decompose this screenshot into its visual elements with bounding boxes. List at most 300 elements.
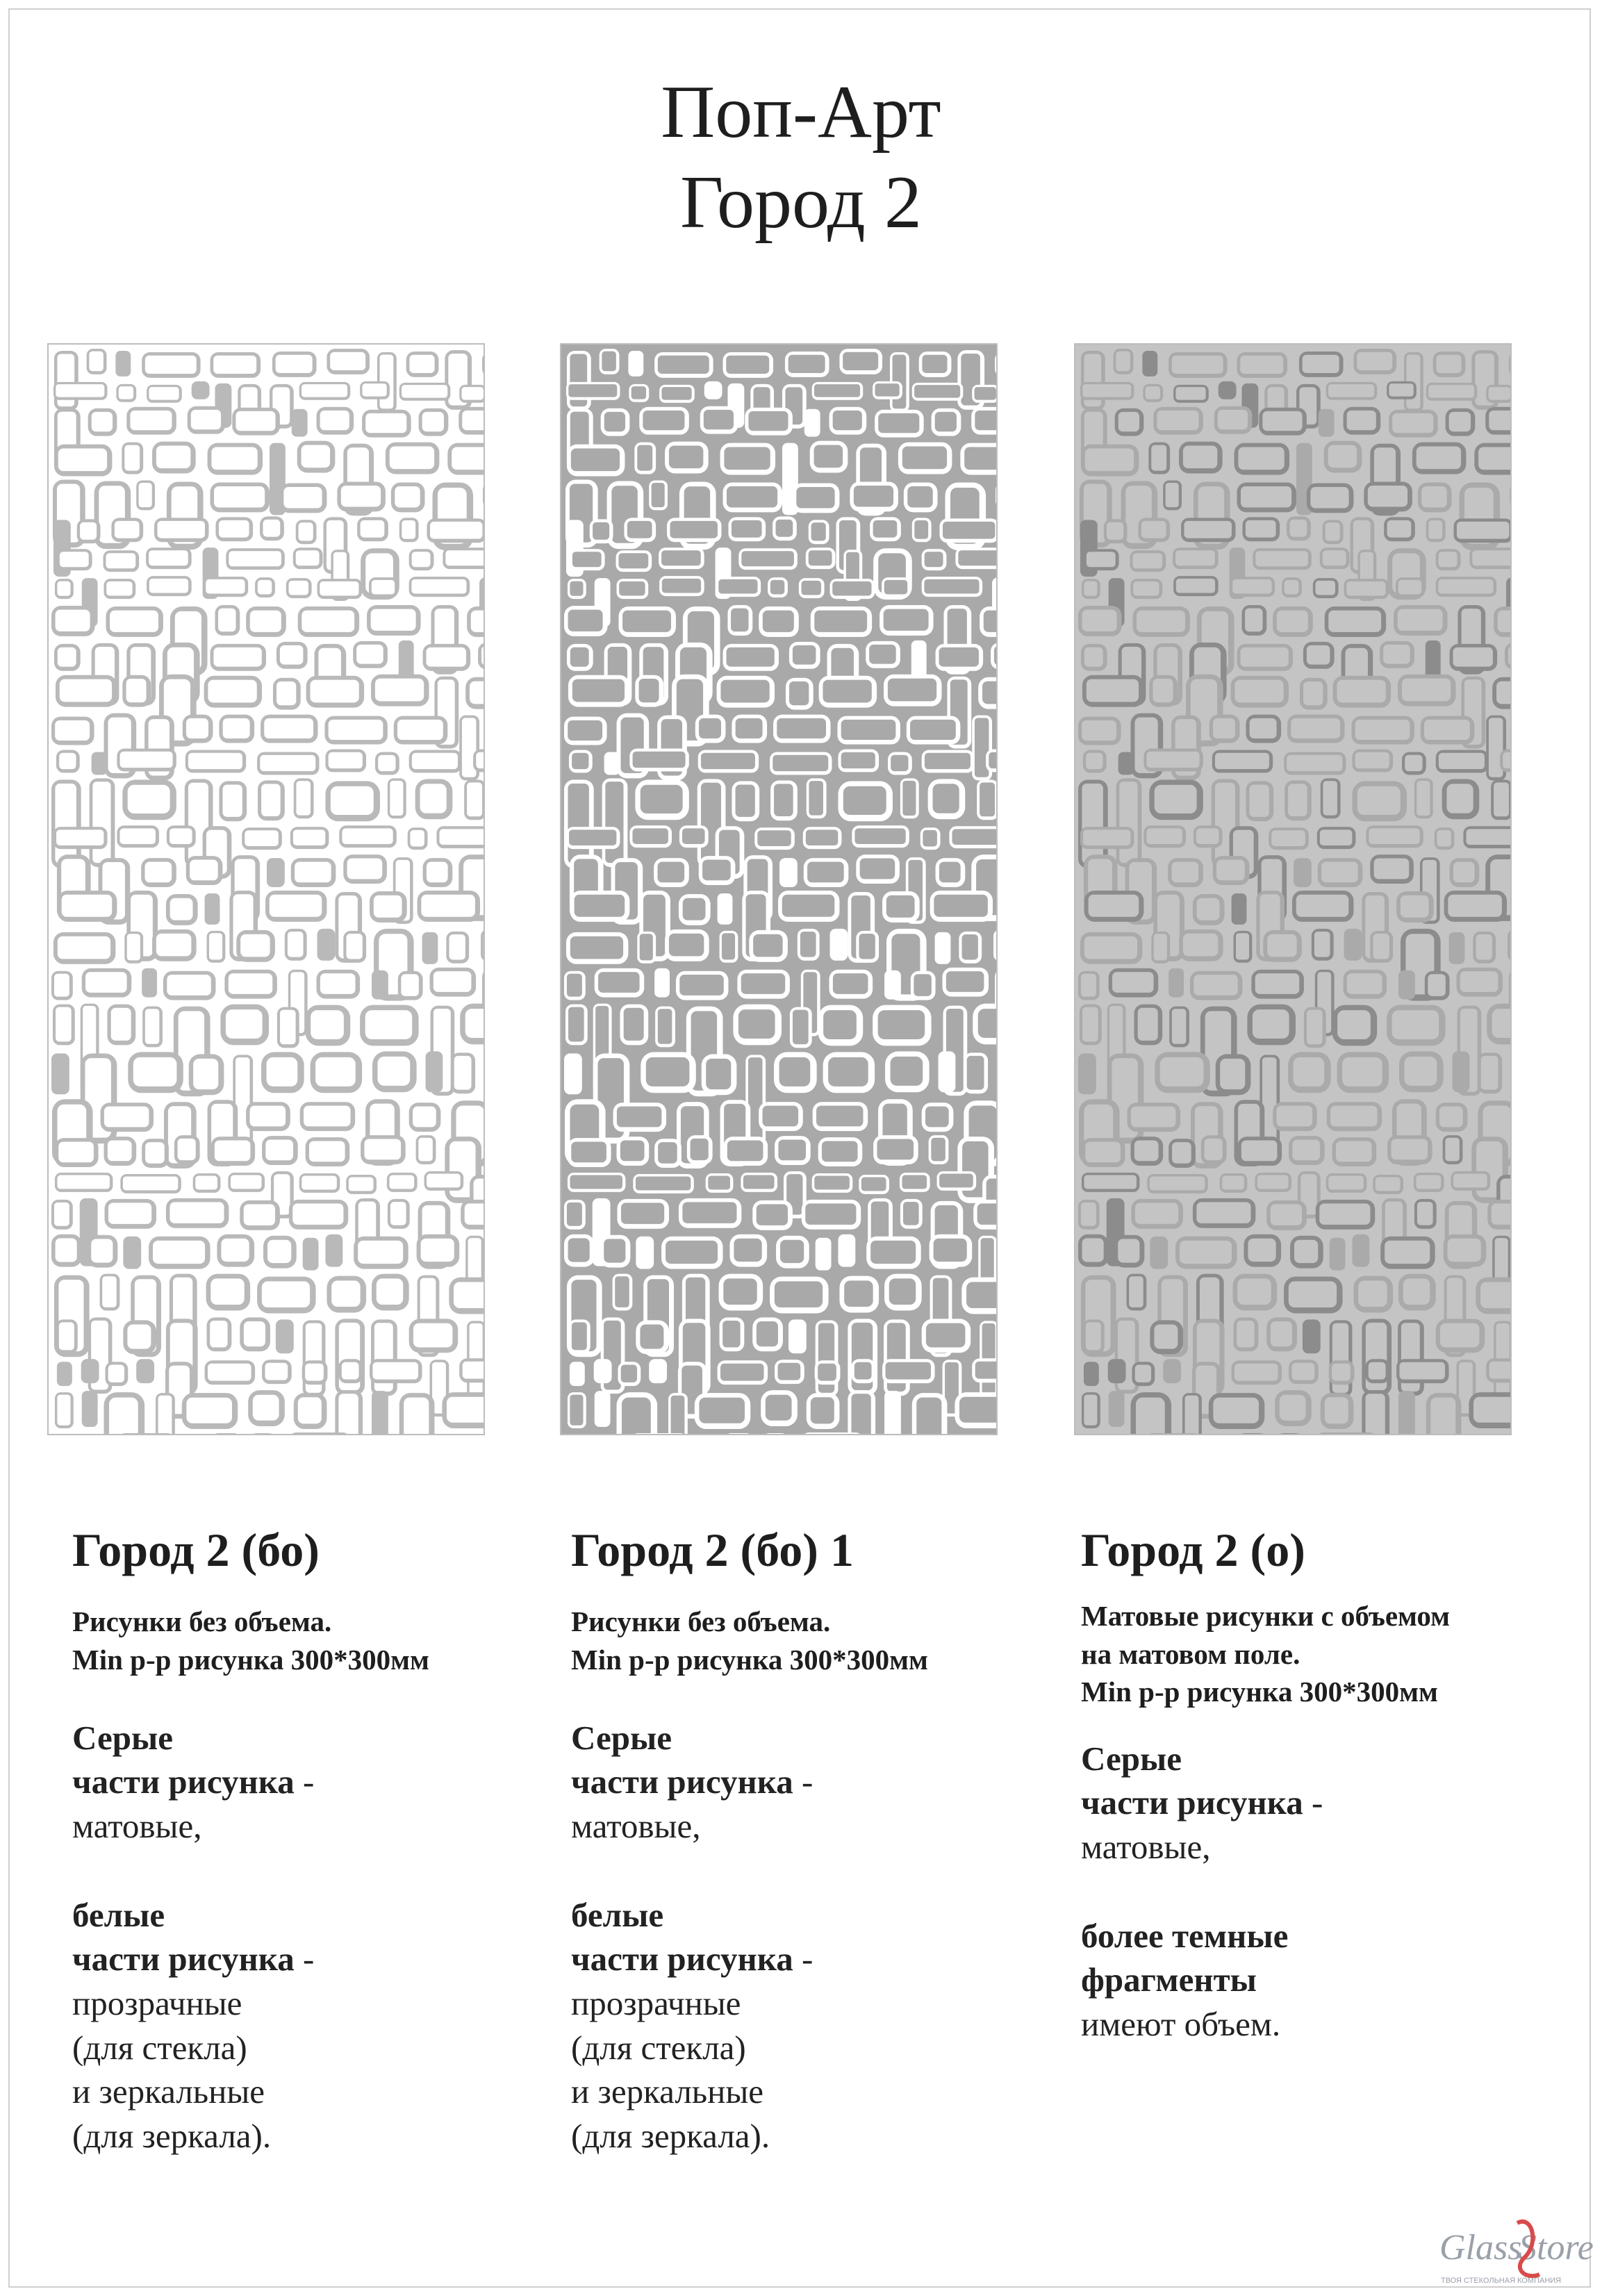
pattern-block-inner <box>60 679 112 702</box>
pattern-block-inner <box>465 1009 484 1038</box>
pattern-block-inner <box>267 1057 298 1087</box>
pattern-block-inner <box>741 973 785 994</box>
pattern-block-inner <box>1175 387 1205 399</box>
pattern-block-inner <box>1135 1364 1151 1382</box>
grey-parts-label: Серые <box>1081 1739 1182 1778</box>
pattern-block-inner <box>1417 1202 1433 1225</box>
pattern-block-inner <box>1337 1010 1371 1039</box>
pattern-block-inner <box>1119 782 1137 863</box>
pattern-block-inner <box>1460 971 1498 992</box>
pattern-block-inner <box>1185 1396 1199 1434</box>
pattern-block-inner <box>723 1278 757 1305</box>
pattern-block-inner <box>943 522 995 539</box>
pattern-block-inner <box>1184 521 1231 538</box>
pattern-block-inner <box>108 1140 132 1161</box>
pattern-block-inner <box>619 581 645 596</box>
pattern-block-inner <box>1271 1204 1302 1225</box>
pattern-block-inner <box>1082 384 1131 397</box>
pattern-block <box>704 381 722 399</box>
pattern-block-inner <box>58 1175 110 1189</box>
pattern-block-inner <box>158 1396 172 1434</box>
pattern-block-inner <box>320 581 358 596</box>
pattern-block-inner <box>302 611 354 632</box>
pattern-block-inner <box>1237 1278 1271 1305</box>
pattern-block-inner <box>1472 550 1510 565</box>
pattern-block-inner <box>1398 580 1421 595</box>
pattern-block-inner <box>1153 679 1173 702</box>
pattern-block-inner <box>1294 1240 1318 1263</box>
variant-notes <box>1081 1737 1581 2047</box>
pattern-block-inner <box>1257 1175 1289 1189</box>
pattern-block-inner <box>570 936 623 959</box>
pattern-block <box>654 968 670 998</box>
pattern-block-inner <box>1175 550 1215 565</box>
pattern-block <box>1150 1237 1168 1269</box>
pattern-block-inner <box>975 411 996 430</box>
pattern-block-inner <box>309 1141 345 1162</box>
pattern-block-inner <box>1376 1178 1401 1191</box>
pattern-block-inner <box>58 449 107 472</box>
pattern-block-inner <box>1405 1057 1437 1086</box>
pattern-block-inner <box>109 1398 138 1434</box>
pattern-block-inner <box>92 782 110 863</box>
pattern-block-inner <box>1401 895 1429 918</box>
pattern-block-inner <box>1428 974 1445 996</box>
pattern-block-inner <box>726 647 774 667</box>
pattern-block-inner <box>1112 972 1154 993</box>
pattern-block-inner <box>221 1239 249 1262</box>
pattern-block-inner <box>914 385 960 397</box>
pattern-block-inner <box>361 520 385 538</box>
pattern-block-inner <box>296 550 320 565</box>
pattern-block-inner <box>891 755 908 771</box>
pattern-block <box>993 930 996 961</box>
pattern-block-inner <box>780 1240 804 1263</box>
pattern-block-inner <box>814 445 843 468</box>
pattern-block-inner <box>1172 356 1223 374</box>
pattern-block-inner <box>240 934 270 957</box>
pattern-block <box>804 409 820 437</box>
pattern-block-inner <box>967 1056 984 1090</box>
pattern-block-inner <box>127 934 140 960</box>
pattern-block-inner <box>1234 680 1283 703</box>
pattern-block-inner <box>293 829 325 845</box>
pattern-block-inner <box>412 552 431 567</box>
pattern-block-inner <box>409 355 434 373</box>
pattern-block-inner <box>1449 412 1471 431</box>
pattern-block-inner <box>1492 1009 1510 1038</box>
pattern-block-inner <box>1476 934 1492 959</box>
pattern-block-inner <box>157 521 204 538</box>
pattern-block-inner <box>777 1363 800 1380</box>
pattern-block-inner <box>270 895 322 917</box>
pattern-block-inner <box>1288 784 1307 816</box>
pattern-block-inner <box>720 1364 764 1381</box>
pattern-block-inner <box>816 1106 863 1127</box>
pattern-block-inner <box>572 1322 587 1350</box>
pattern-block-inner <box>402 520 415 539</box>
pattern-block <box>422 932 438 964</box>
pattern-block-inner <box>699 1398 745 1423</box>
spec-line: на матовом поле. <box>1081 1637 1300 1670</box>
pattern-block-inner <box>170 1202 224 1223</box>
pattern-block-inner <box>304 1106 350 1127</box>
pattern-block <box>1084 1362 1099 1386</box>
pattern-block-inner <box>1151 445 1166 471</box>
pattern-block-inner <box>1387 520 1412 538</box>
pattern-block <box>481 930 484 961</box>
pattern-block-inner <box>572 679 625 702</box>
pattern-block-inner <box>265 1139 293 1160</box>
pattern-block-inner <box>236 411 275 431</box>
pattern-block-inner <box>102 1276 117 1307</box>
pattern-block-inner <box>1457 522 1509 539</box>
pattern-block-inner <box>108 1364 124 1382</box>
pattern-block-inner <box>1328 445 1357 468</box>
pattern-block-inner <box>753 934 782 957</box>
pattern-block-inner <box>1086 1322 1101 1350</box>
pattern-block <box>1319 409 1335 437</box>
pattern-block-inner <box>1391 1139 1428 1159</box>
pattern-block-inner <box>1197 898 1220 920</box>
pattern-block-inner <box>572 552 602 567</box>
pattern-block-inner <box>445 550 484 565</box>
glassstore-logo-mark <box>1435 2216 1595 2288</box>
pattern-block-inner <box>123 1177 178 1191</box>
pattern-block-inner <box>120 752 173 768</box>
pattern-block-inner <box>145 1009 160 1044</box>
pattern-block-inner <box>1310 487 1348 509</box>
pattern-block-inner <box>347 858 383 879</box>
pattern-block-inner <box>796 487 834 509</box>
pattern-block <box>636 1237 654 1269</box>
pattern-block-inner <box>329 720 383 740</box>
pattern-block-inner <box>833 973 868 994</box>
pattern-block-inner <box>640 1325 663 1349</box>
pattern-block-inner <box>338 1394 358 1434</box>
pattern-block-inner <box>418 1138 433 1162</box>
pattern-block-inner <box>568 720 602 741</box>
pattern-block-inner <box>931 1138 945 1162</box>
pattern-block-inner <box>788 355 825 373</box>
pattern-block-inner <box>1138 1008 1158 1041</box>
pattern-block-inner <box>1328 1176 1364 1190</box>
pattern-block-inner <box>1087 679 1139 702</box>
pattern-block-inner <box>1369 1362 1386 1380</box>
pattern-block-inner <box>292 1203 343 1225</box>
pattern-block-inner <box>763 1106 799 1127</box>
pattern-block-inner <box>902 781 916 816</box>
grey-parts-label: части рисунка <box>571 1762 793 1801</box>
darker-fragments-value: имеют объем. <box>1081 2005 1281 2044</box>
pattern-block-inner <box>1146 386 1160 399</box>
pattern-block-inner <box>1323 550 1346 565</box>
pattern-block-inner <box>604 412 625 431</box>
pattern-block-inner <box>652 483 665 507</box>
spec-line: Матовые рисунки с объемом <box>1081 1600 1451 1633</box>
pattern-block-inner <box>320 973 356 994</box>
pattern-block-inner <box>807 861 844 882</box>
pattern-block-inner <box>1314 932 1330 957</box>
pattern-block-inner <box>1448 1239 1481 1262</box>
pattern-block-inner <box>975 718 989 777</box>
variant-description-bo <box>72 1523 552 2158</box>
pattern-block-inner <box>1232 579 1271 594</box>
pattern-block-inner <box>1453 647 1493 667</box>
pattern-block-inner <box>736 785 755 817</box>
dash: - <box>294 1940 315 1979</box>
pattern-block-inner <box>934 1239 967 1262</box>
pattern-block-inner <box>720 680 769 703</box>
pattern-block-inner <box>56 829 104 845</box>
pattern-block <box>289 1432 350 1434</box>
pattern-block-inner <box>736 718 763 738</box>
pattern-block <box>1398 1391 1415 1434</box>
pattern-block-inner <box>1503 752 1510 768</box>
pattern-block-inner <box>244 1204 275 1225</box>
pattern-block <box>81 1359 99 1383</box>
pattern-block-inner <box>843 786 886 815</box>
pattern-block-inner <box>213 356 256 374</box>
pattern-block-inner <box>779 1057 811 1087</box>
pattern-block-inner <box>1303 682 1323 705</box>
pattern-block-inner <box>1083 829 1130 845</box>
white-parts-line <box>571 1937 1050 1981</box>
pattern-block-inner <box>349 1178 374 1191</box>
grey-parts-label: Серые <box>72 1718 173 1757</box>
pattern-block-inner <box>939 1174 973 1188</box>
pattern-block-inner <box>1240 356 1283 374</box>
white-parts-value: (для зеркала). <box>72 2117 272 2156</box>
pattern-block-inner <box>658 1009 672 1044</box>
pattern-block-inner <box>1508 646 1510 666</box>
pattern-image-o <box>1075 345 1510 1434</box>
pattern-block-inner <box>372 1362 418 1380</box>
pattern-block <box>92 752 108 775</box>
grey-parts-line <box>72 1760 552 1804</box>
pattern-block-inner <box>374 895 402 918</box>
pattern-block-inner <box>939 861 961 882</box>
pattern-block-inner <box>1355 752 1389 768</box>
pattern-block-inner <box>356 645 383 664</box>
pattern-block-inner <box>818 1364 836 1381</box>
pattern-block-inner <box>1337 680 1385 703</box>
pattern-block-inner <box>615 1276 629 1307</box>
pattern-block-inner <box>1262 411 1302 431</box>
pattern-block-inner <box>669 446 703 469</box>
pattern-block-inner <box>1428 385 1474 397</box>
pattern-block-inner <box>1081 1203 1096 1226</box>
pattern-block-inner <box>170 898 193 920</box>
pattern-block-inner <box>1392 1010 1439 1039</box>
pattern-block-inner <box>934 895 988 917</box>
pattern-block-inner <box>298 1397 322 1423</box>
pattern-block-inner <box>365 1010 413 1039</box>
pattern-block-inner <box>1416 1175 1441 1189</box>
pattern-block <box>317 929 336 961</box>
pattern-block-inner <box>1136 1398 1165 1434</box>
pattern-block-inner <box>637 445 652 471</box>
dash: - <box>793 1940 814 1979</box>
variant-notes <box>571 1716 1050 2158</box>
pattern-image-bo-1 <box>561 345 996 1434</box>
pattern-block-inner <box>371 609 416 631</box>
pattern-block-inner <box>1489 411 1510 430</box>
pattern-block <box>1118 752 1134 775</box>
pattern-panel-o <box>1074 343 1512 1435</box>
grey-parts-label: Серые <box>571 1718 672 1757</box>
pattern-block <box>935 932 951 964</box>
pattern-block-inner <box>1146 828 1182 844</box>
pattern-block-inner <box>568 784 588 864</box>
pattern-block-inner <box>54 1203 69 1226</box>
pattern-block-inner <box>440 829 484 845</box>
pattern-block-inner <box>1480 1282 1510 1308</box>
pattern-block-inner <box>1176 579 1215 593</box>
pattern-block-inner <box>926 1323 966 1348</box>
pattern-block-inner <box>261 784 281 816</box>
pattern-block-inner <box>1087 552 1116 567</box>
pattern-block-inner <box>108 1203 151 1224</box>
pattern-block-inner <box>916 1398 941 1434</box>
pattern-block-inner <box>1307 645 1330 665</box>
pattern-block-inner <box>364 1139 401 1159</box>
pattern-block-inner <box>598 972 640 993</box>
pattern-block-inner <box>571 449 620 472</box>
pattern-block-inner <box>975 387 996 399</box>
pattern-block-inner <box>1084 1175 1137 1189</box>
pattern-block-inner <box>276 682 296 705</box>
pattern-block-inner <box>980 782 995 816</box>
pattern-block-inner <box>641 785 683 813</box>
pattern-block-inner <box>58 936 110 959</box>
pattern-block-inner <box>302 445 330 468</box>
pattern-block-inner <box>891 1057 923 1086</box>
pattern-block-inner <box>149 550 188 565</box>
pattern-block-inner <box>280 645 304 665</box>
pattern-block-inner <box>377 1278 403 1305</box>
pattern-block-inner <box>1220 1059 1245 1089</box>
darker-fragments-label: фрагменты <box>1081 1960 1257 1999</box>
white-parts-value: прозрачные <box>72 1984 242 2023</box>
dash: - <box>793 1762 814 1801</box>
pattern-block-inner <box>604 1239 625 1262</box>
pattern-block <box>1398 971 1415 1000</box>
pattern-block-inner <box>378 755 395 771</box>
pattern-block-inner <box>1424 720 1470 740</box>
pattern-block <box>1352 1234 1369 1267</box>
pattern-block-inner <box>570 1175 622 1189</box>
pattern-block-inner <box>1154 1325 1178 1349</box>
pattern-block <box>884 971 901 1000</box>
pattern-block-inner <box>1357 786 1401 815</box>
pattern-block-inner <box>390 447 434 470</box>
pattern-block-inner <box>776 520 793 537</box>
pattern-block-inner <box>1267 934 1296 957</box>
pattern-block-inner <box>395 486 420 508</box>
pattern-block-inner <box>1496 682 1510 704</box>
pattern-block-inner <box>1436 355 1461 373</box>
pattern-block-inner <box>631 386 646 399</box>
pattern-block-inner <box>1399 1362 1445 1380</box>
pattern-block-inner <box>1129 1276 1143 1307</box>
pattern-block-inner <box>571 1141 606 1162</box>
pattern-block <box>788 1319 807 1353</box>
pattern-block-inner <box>1489 1362 1510 1379</box>
pattern-block-inner <box>219 520 249 538</box>
pattern-block-inner <box>662 579 701 593</box>
pattern-block-inner <box>1216 859 1245 880</box>
pattern-block-inner <box>1342 1057 1382 1087</box>
pattern-block-inner <box>167 975 210 996</box>
pattern-block-inner <box>708 1176 730 1190</box>
pattern-block <box>816 1238 832 1271</box>
pattern-block-inner <box>1213 1398 1259 1423</box>
pattern-block-inner <box>130 411 172 430</box>
pattern-block-inner <box>1389 383 1413 396</box>
pattern-block-inner <box>463 1362 484 1379</box>
pattern-block-inner <box>411 579 466 594</box>
pattern-block-inner <box>1250 718 1277 738</box>
pattern-block-inner <box>1374 858 1410 879</box>
pattern-block-inner <box>1118 1239 1139 1262</box>
pattern-block <box>1303 1319 1321 1353</box>
pattern-block-inner <box>305 1364 324 1381</box>
pattern-block-inner <box>85 972 127 993</box>
pattern-block-inner <box>617 1107 661 1128</box>
pattern-block-inner <box>748 411 788 431</box>
pattern-block-inner <box>878 1010 925 1039</box>
pattern-block-inner <box>1347 411 1376 430</box>
pattern-block-inner <box>732 520 762 538</box>
pattern-block-inner <box>939 647 979 667</box>
pattern-block-inner <box>743 1175 775 1189</box>
pattern-block-inner <box>841 752 875 768</box>
pattern-block-inner <box>1403 1278 1430 1305</box>
pattern-block-inner <box>149 579 188 593</box>
pattern-block-inner <box>1439 753 1485 769</box>
pattern-block-inner <box>250 1106 286 1127</box>
pattern-block-inner <box>331 786 374 815</box>
pattern-block-inner <box>657 861 684 882</box>
pattern-block-inner <box>959 1397 996 1423</box>
pattern-block-inner <box>1236 933 1249 959</box>
pattern-block-inner <box>378 1057 411 1086</box>
pattern-block-inner <box>731 609 748 632</box>
pattern-block-inner <box>92 412 113 431</box>
pattern-block <box>884 1391 901 1434</box>
pattern-block-inner <box>1287 755 1342 771</box>
pattern-block-inner <box>878 413 919 433</box>
pattern-block-inner <box>58 647 76 667</box>
pattern-block-inner <box>814 384 860 397</box>
pattern-block-inner <box>1205 1139 1223 1160</box>
pattern-block-inner <box>206 579 245 594</box>
pattern-block-inner <box>811 1397 834 1423</box>
pattern-block-inner <box>1326 522 1340 540</box>
pattern-block-inner <box>1467 829 1510 845</box>
pattern-block-inner <box>412 753 458 769</box>
pattern-block <box>1344 929 1362 961</box>
pattern-block-inner <box>1440 1323 1480 1348</box>
pattern-block-inner <box>430 522 482 539</box>
pattern-block-inner <box>57 1395 70 1426</box>
pattern-block-inner <box>806 829 838 845</box>
pattern-block-inner <box>914 974 931 996</box>
pattern-block-inner <box>1437 830 1451 847</box>
pattern-block-inner <box>902 447 947 470</box>
white-parts-label: белые <box>72 1895 165 1934</box>
